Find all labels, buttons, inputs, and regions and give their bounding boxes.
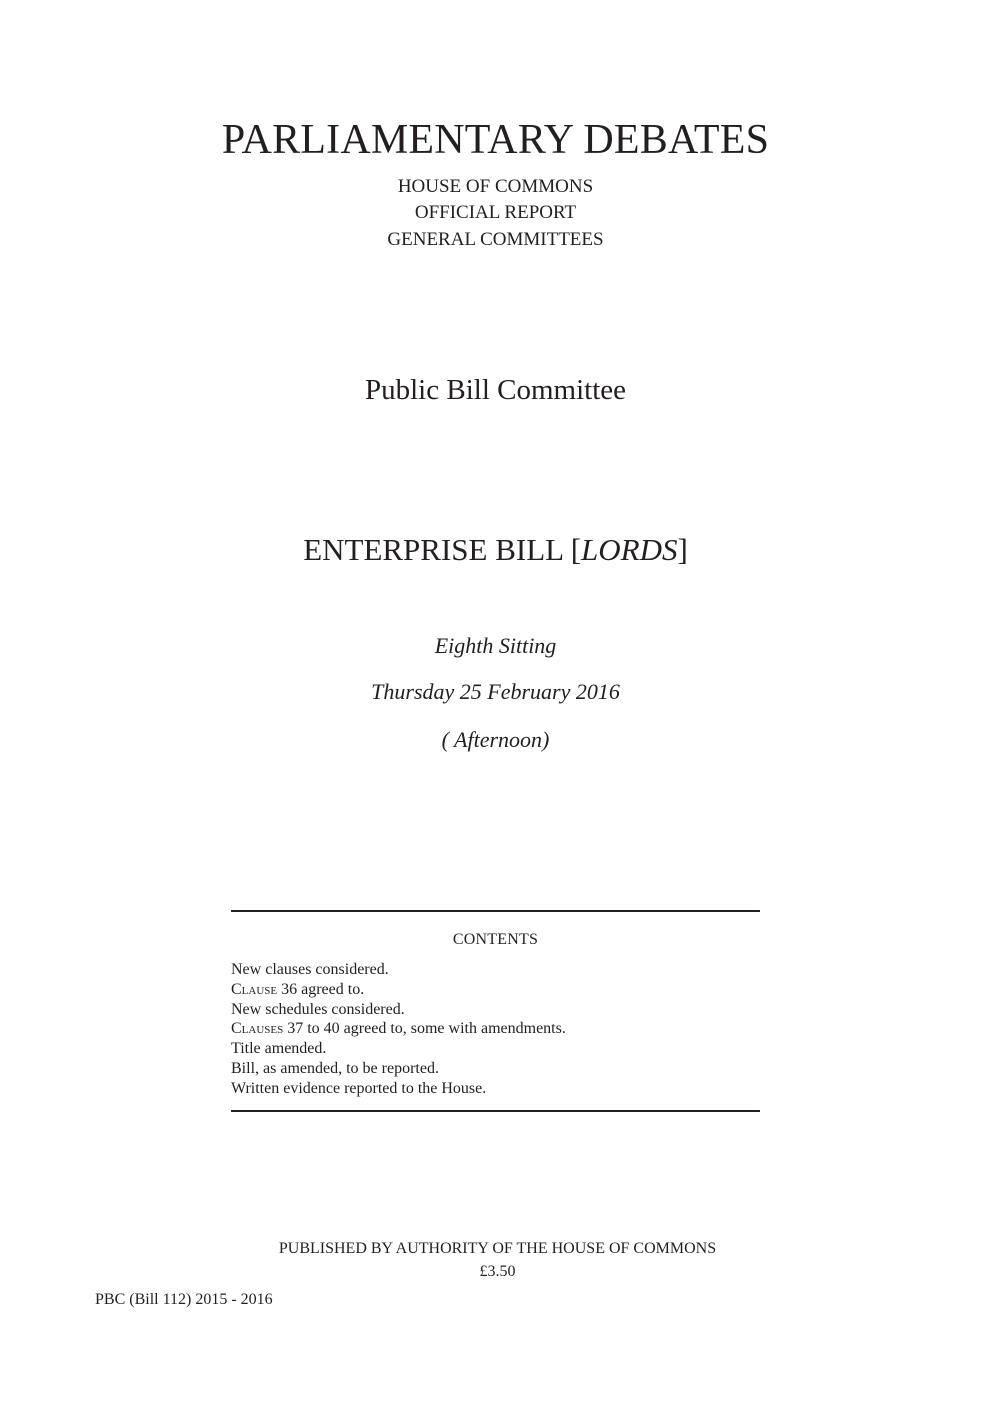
- contents-item: [231, 1019, 760, 1039]
- contents-item: [231, 960, 760, 980]
- contents-item: [231, 980, 760, 1000]
- contents-item-smallcaps: Clauses: [231, 1020, 284, 1038]
- bill-title-prefix: ENTERPRISE BILL [: [303, 532, 582, 567]
- contents-item-text: 37 to 40 agreed to, some with amendments.: [283, 1020, 566, 1038]
- contents-item-text: New schedules considered.: [231, 1000, 405, 1018]
- contents-item-text: Title amended.: [231, 1040, 327, 1058]
- contents-item-text: 36 agreed to.: [277, 980, 365, 998]
- document-title: PARLIAMENTARY DEBATES: [221, 117, 770, 163]
- price: £3.50: [479, 1263, 516, 1280]
- contents-list: [231, 960, 760, 1099]
- report-label: OFFICIAL REPORT: [414, 202, 577, 223]
- bill-title-suffix: ]: [677, 532, 688, 567]
- contents-item: [231, 1039, 760, 1059]
- contents-item-text: Written evidence reported to the House.: [231, 1079, 487, 1097]
- contents-item-text: Bill, as amended, to be reported.: [231, 1059, 439, 1077]
- bill-title-house: LORDS: [581, 532, 678, 567]
- contents-item-smallcaps: Clause: [231, 980, 278, 998]
- bill-title: [0, 530, 991, 570]
- contents-item-text: New clauses considered.: [231, 961, 389, 978]
- publisher-statement: PUBLISHED BY AUTHORITY OF THE HOUSE OF COMMONS: [278, 1240, 717, 1257]
- sitting-date: Thursday 25 February 2016: [371, 679, 620, 704]
- contents-item: [231, 1059, 760, 1079]
- document-reference: PBC (Bill 112) 2015 - 2016: [95, 1291, 273, 1308]
- contents-box: [231, 910, 760, 1112]
- committees-label: GENERAL COMMITTEES: [387, 229, 604, 250]
- house-label: HOUSE OF COMMONS: [397, 176, 594, 197]
- committee-name: Public Bill Committee: [365, 374, 626, 406]
- contents-item: [231, 1000, 760, 1020]
- sitting-session: ( Afternoon): [441, 727, 550, 752]
- contents-item: [231, 1079, 760, 1099]
- sitting-number: Eighth Sitting: [434, 633, 557, 658]
- contents-bottom-rule: [231, 1110, 760, 1112]
- contents-heading: CONTENTS: [452, 931, 539, 948]
- contents-top-rule: [231, 910, 760, 912]
